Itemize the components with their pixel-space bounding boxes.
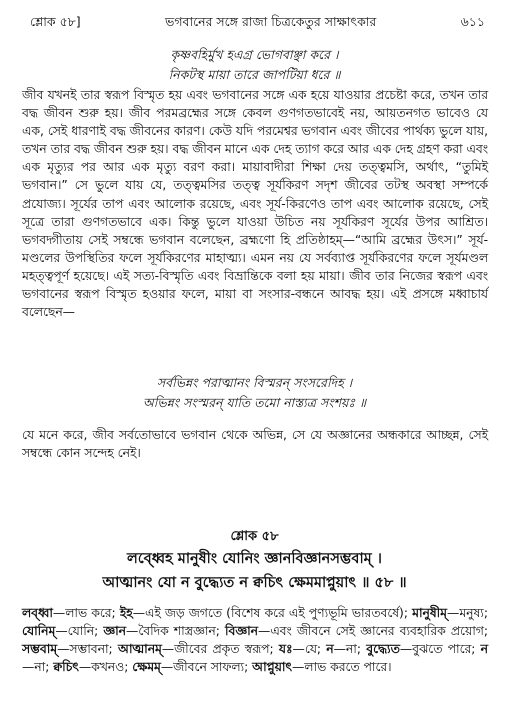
synonym-word: ইহ [119, 606, 133, 620]
synonym-meaning: —জীবনে সাফল্য; [160, 660, 253, 675]
synonym-meaning: —লাভ করে; [52, 606, 120, 620]
synonym-meaning: —মনুষ্য; [447, 606, 488, 620]
synonym-word: যোনিম্ [22, 624, 56, 639]
synonym-meaning: —না; [333, 642, 367, 657]
purport-line: পরমেশ্বর ভগবান এবং জীবের পার্থক্য ভুলে যায়, তখন তার বদ্ধ জীবন শুরু [22, 124, 488, 157]
synonym-word: মানুষীম্ [412, 606, 448, 620]
synonym-word: ন [326, 642, 334, 657]
purport-line: মহত্ত্বপূর্ণ হয়েছে। এই সত্য-বিস্মৃতি এবং বিভ্রান্তিকে বলা হয় মায়া। জীব তার [22, 268, 395, 283]
synonym-word: লব্ধ্বা [22, 606, 53, 620]
closing-line: যে মনে করে, জীব সর্বতোভাবে ভগবান থেকে অভিন্ন, সে যে অজ্ঞানের অন্ধকারে [22, 428, 422, 442]
sanskrit-verse-line-2: আত্মানং যো ন বুদ্ধ্যেত ন ক্বচিৎ ক্ষেমমাপ্নুয়াৎ ॥ ৫৮ ॥ [102, 575, 407, 591]
purport-paragraph [22, 86, 488, 321]
synonym-word: যঃ [278, 642, 293, 657]
purport-line: “তুমিই ভগবান।” সে ভুলে যায় যে, তত্ত্বমসির তত্ত্ব সূর্যকিরণ সদৃশ জীবের তটস্থ [22, 160, 488, 193]
sanskrit-verse-line-1: লব্ধ্বেহ মানুষীং যোনিং জ্ঞানবিজ্ঞানসম্ভবাম্ । [127, 551, 382, 567]
closing-paragraph [22, 426, 488, 462]
synonym-word: ক্বচিৎ [53, 660, 79, 675]
synonym-word: আপ্নুয়াৎ [252, 660, 292, 675]
synonym-word: বিজ্ঞান [224, 624, 259, 639]
opening-verse-line-2: নিকটস্থ মায়া তারে জাপটিয়া ধরে ॥ [168, 67, 341, 82]
header-chapter-title: ভগবানের সঙ্গে রাজা চিত্রকেতুর সাক্ষাৎকার [165, 14, 377, 29]
running-header [30, 14, 485, 34]
purport-line: মৃত্যুর পর আর এক মৃত্যু বরণ করা। মায়াবাদীরা শিক্ষা দেয় তত্ত্বমসি, অর্থাৎ, [47, 160, 449, 175]
synonym-word: আত্মানম্ [117, 642, 162, 657]
purport-line: অবস্থা সম্পর্কে প্রযোজ্য। সূর্যের তাপ এবং আলোক রয়েছে, এবং সূর্য-কিরণেও [22, 178, 488, 211]
purport-line: জীব যখনই তার স্বরূপ বিস্মৃত হয় এবং ভগবানের সঙ্গে এক হয়ে যাওয়ার প্রচেষ্টা [22, 88, 407, 102]
purport-line: আবদ্ধ হয়। এই প্রসঙ্গে মধ্বাচার্য বলেছেন— [22, 287, 488, 320]
synonym-meaning: —এই জড় জগতে (বিশেষ করে এই পুণ্যভূমি ভারতবর্ষে); [132, 606, 413, 620]
synonym-meaning: —জীবের প্রকৃত স্বরূপ; [161, 642, 279, 657]
purport-line: নিজের স্বরূপ এবং ভগবানের স্বরূপ বিস্মৃত হওয়ার ফলে, মায়া বা সংসার-বন্ধনে [22, 268, 488, 302]
purport-line: নয়, আয়তনগত ভাবেও যে এক, সেই ধারণাই বদ্ধ জীবনের কারণ। কেউ যদি [22, 106, 488, 139]
page-number: ৬১১ [460, 14, 485, 29]
purport-line: করে, তখন তার বদ্ধ জীবন শুরু হয়। জীব পরমব্রহ্মের সঙ্গে কেবল গুণগতভাবেই [22, 88, 489, 121]
word-for-word-synonyms [22, 604, 488, 676]
synonym-meaning: —বৈদিক শাস্ত্রজ্ঞান; [126, 624, 225, 639]
synonym-meaning: —বুঝতে পারে; [399, 642, 481, 657]
synonym-word: সম্ভবাম্ [22, 642, 58, 657]
synonym-meaning: —যে; [292, 642, 327, 657]
purport-line: ফলে সূর্যকিরণের মাহাত্ম্য। এমন নয় যে সর্বব্যাপ্ত সূর্যকিরণের ফলে সূর্যমণ্ডল [119, 250, 488, 265]
synonym-word: বুদ্ধ্যেত [366, 642, 400, 657]
synonym-meaning: —লাভ করতে পারে। [292, 660, 392, 675]
madhva-verse-line-2: অভিন্নং সংস্মরন্ যাতি তমো নাস্ত্যত্র সংশয়ঃ ॥ [142, 395, 367, 410]
synonym-meaning: —সম্ভাবনা; [57, 642, 118, 657]
header-verse-ref: শ্লোক ৫৮] [30, 14, 81, 29]
synonym-word: ক্ষেমম্ [132, 660, 161, 675]
purport-line: তাপ এবং আলোক রয়েছে, সেই সূত্রে তারা গুণগতভাবে এক। কিন্তু ভুলে যাওয়া [22, 196, 488, 229]
opening-verse-line-1: কৃষ্ণবহির্মুখ হএগ্ৰ ভোগবাঞ্ছা করে । [170, 47, 339, 62]
purport-line: হয়। বদ্ধ জীবন মানে এক দেহ ত্যাগ করে আর এক দেহ গ্রহণ করা এবং এক [22, 142, 488, 175]
madhva-verse-line-1: সর্বভিন্নং পরাত্মানং বিস্মরন্ সংসরেদিহ । [156, 375, 353, 390]
synonym-meaning: —যোনি; [55, 624, 104, 639]
synonym-word: ন [480, 642, 489, 657]
synonym-meaning: —এবং জীবনে সেই জ্ঞানের ব্যবহারিক প্রয়োগ; [258, 624, 488, 639]
closing-line: আচ্ছন্ন, সেই সম্বন্ধে কোন সন্দেহ নেই। [22, 428, 488, 461]
synonym-meaning: —কখনও; [78, 660, 133, 675]
synonym-word: জ্ঞান [103, 624, 127, 639]
shloka-heading: শ্লোক ৫৮ [230, 529, 279, 544]
purport-line: উচিত নয় সূর্যকিরণ সূর্যের উপর আশ্রিত। ভগবদ্গীতায় সেই সম্বন্ধে ভগবান [22, 214, 488, 247]
purport-line: বলেছেন, ব্রহ্মণো হি প্রতিষ্ঠাহম্—“আমি ব্রহ্মের উৎস।” সূর্য-মণ্ডলের উপস্থিতির [22, 232, 489, 265]
synonym-meaning: —না; [22, 660, 54, 675]
